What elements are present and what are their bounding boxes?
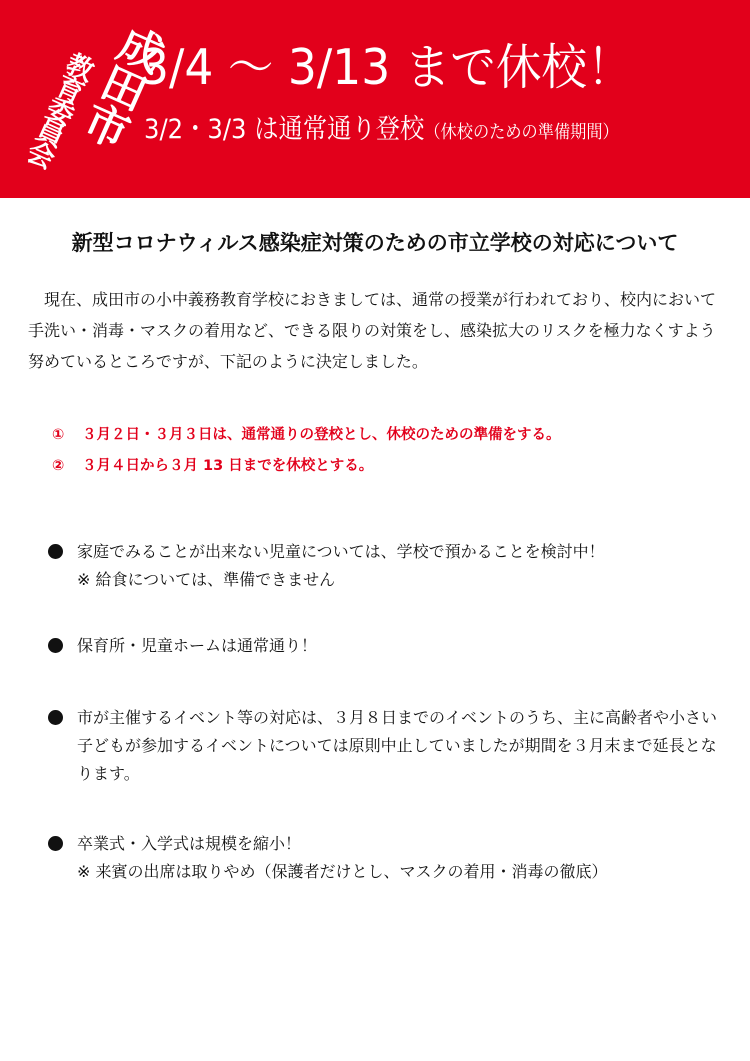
notice-note: ※ 来賓の出席は取りやめ（保護者だけとし、マスクの着用・消毒の徹底） bbox=[77, 862, 608, 881]
bullet-icon bbox=[48, 710, 63, 725]
issuer-board: 教育委員会 bbox=[20, 46, 98, 170]
header-banner bbox=[0, 0, 750, 198]
bullet-icon bbox=[48, 544, 63, 559]
notice-text: 市が主催するイベント等の対応は、３月８日までのイベントのうち、主に高齢者や小さい子どもが参加するイベントについては原則中止していましたが期間を３月末まで延長となります。 bbox=[77, 708, 718, 783]
issuer-city: 成田市 bbox=[71, 16, 170, 153]
notice-item bbox=[48, 632, 728, 660]
intro-paragraph: 現在、成田市の小中義務教育学校におきましては、通常の授業が行われており、校内において手洗い・消毒・マスクの着用など、できる限りの対策をし、感染拡大のリスクを極力なくすよう努めているところですが、下記のように決定しました。 bbox=[28, 290, 717, 371]
bullet-icon bbox=[48, 836, 63, 851]
attendance-subline bbox=[144, 112, 684, 151]
decision-item bbox=[52, 451, 732, 482]
notice-text: 卒業式・入学式は規模を縮小！ bbox=[77, 834, 302, 853]
attendance-subline-note: （休校のための準備期間） bbox=[424, 122, 619, 143]
notice-item bbox=[48, 704, 728, 788]
document-title: 新型コロナウィルス感染症対策のための市立学校の対応について bbox=[71, 231, 679, 255]
notice-text: 保育所・児童ホームは通常通り！ bbox=[77, 636, 318, 655]
notice-note: ※ 給食については、準備できません bbox=[77, 570, 336, 589]
decision-text: ３月２日・３月３日は、通常通りの登校とし、休校のための準備をする。 bbox=[82, 427, 561, 443]
decision-number: ① bbox=[52, 427, 65, 443]
decision-text: ３月４日から３月 13 日までを休校とする。 bbox=[82, 458, 374, 474]
notice-text: 家庭でみることが出来ない児童については、学校で預かることを検討中！ bbox=[77, 542, 605, 561]
bullet-icon bbox=[48, 638, 63, 653]
notice-item bbox=[48, 830, 728, 886]
attendance-subline-text: 3/2・3/3 は通常通り登校 bbox=[144, 114, 425, 145]
decision-list bbox=[52, 420, 732, 482]
notice-item bbox=[48, 538, 728, 594]
decision-item bbox=[52, 420, 732, 451]
issuer-stamp bbox=[0, 0, 193, 212]
decision-number: ② bbox=[52, 458, 65, 474]
closure-headline: 3/4 ～ 3/13 まで休校！ bbox=[140, 39, 633, 96]
